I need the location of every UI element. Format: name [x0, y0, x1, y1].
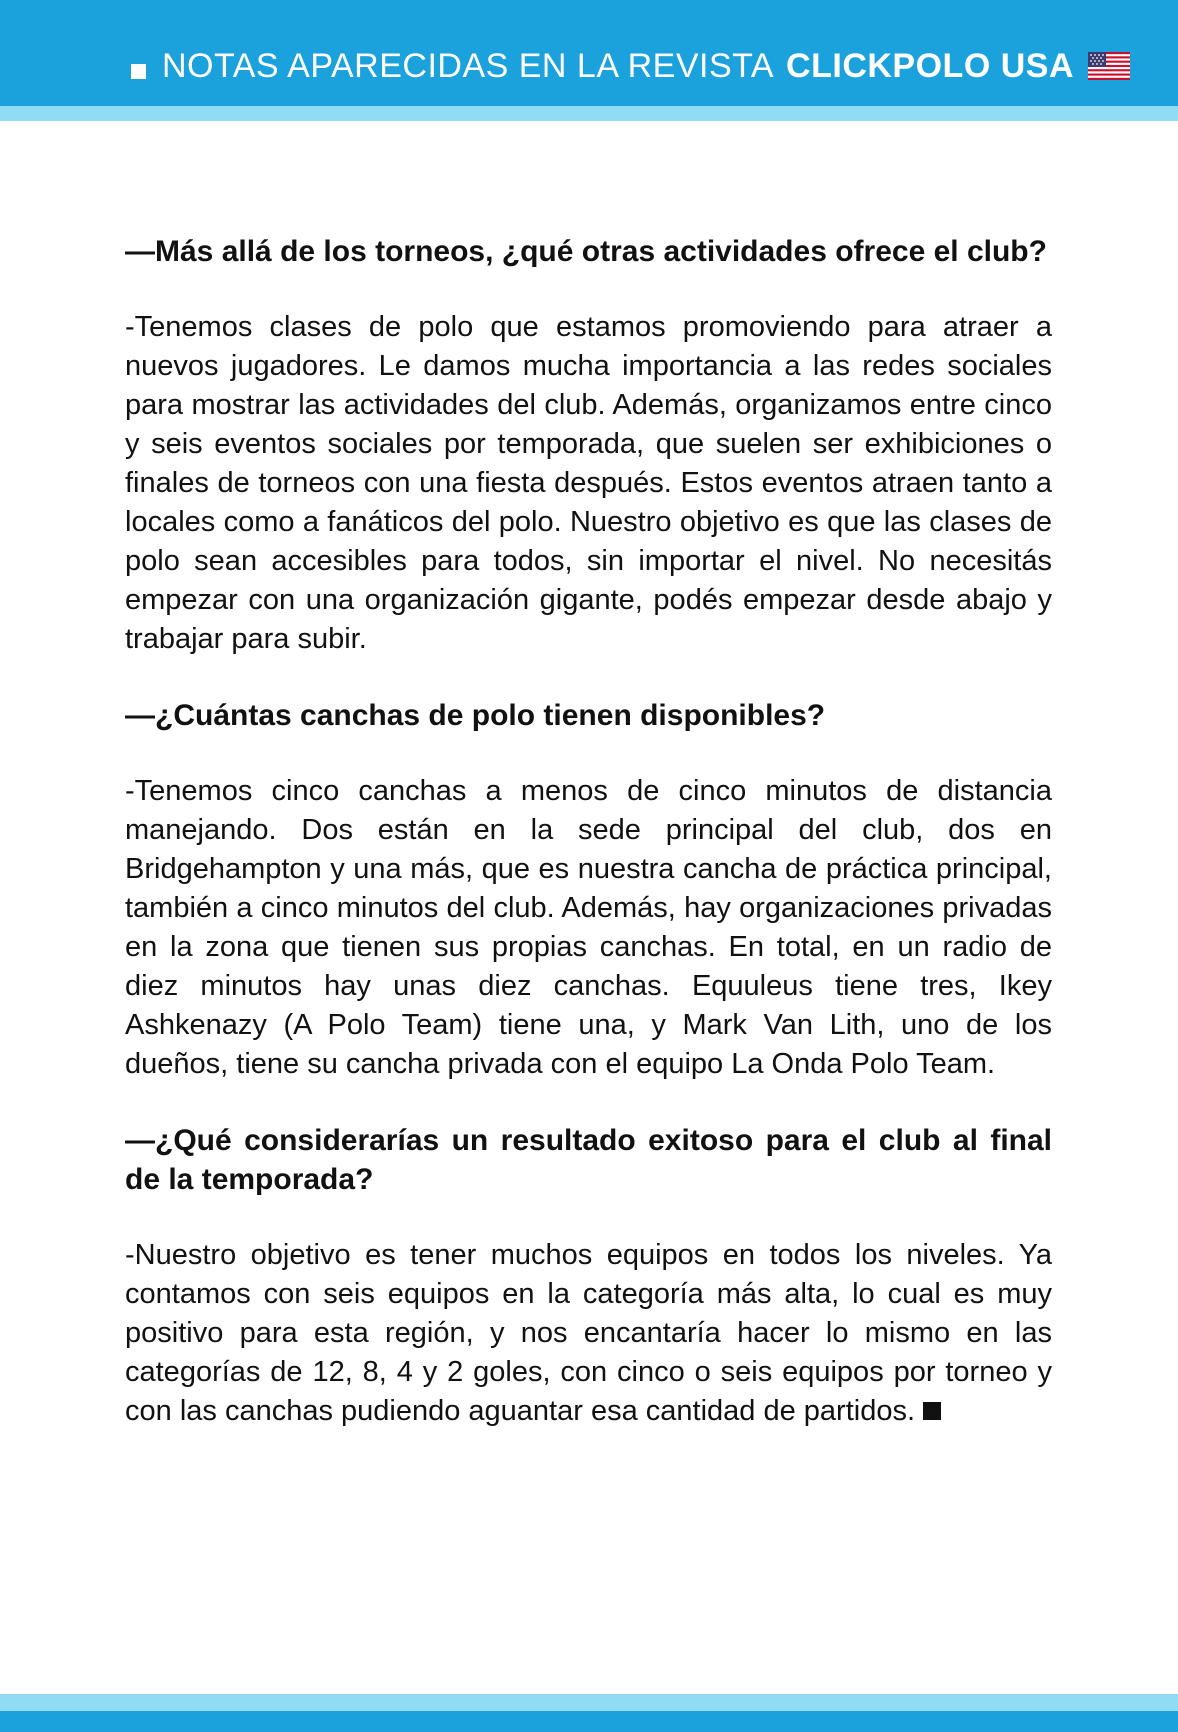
header-bar: [0, 0, 1178, 106]
header-brand: CLICKPOLO USA: [786, 46, 1074, 85]
answer-3: [125, 1236, 1052, 1431]
header-stripe: [0, 106, 1178, 121]
end-of-article-icon: [923, 1402, 941, 1420]
header-square-icon: [131, 64, 146, 79]
header-prefix: NOTAS APARECIDAS EN LA REVISTA: [161, 46, 775, 85]
footer-stripe: [0, 1694, 1178, 1711]
answer-1: -Tenemos clases de polo que estamos promoviendo para atraer a nuevos jugadores. Le damos mucha importancia a las redes sociales para mostrar las actividades del club. Además, organizamos entre cinco y seis eventos sociales por temporada, que suelen ser exhibiciones o finales de torneos con una fiesta después. Estos eventos atraen tanto a locales como a fanáticos del polo. Nuestro objetivo es que las clases de polo sean accesibles para todos, sin importar el nivel. No necesitás empezar con una organización gigante, podés empezar desde abajo y trabajar para subir.: [125, 311, 1052, 655]
answer-2: -Tenemos cinco canchas a menos de cinco minutos de distancia manejando. Dos están en la sede principal del club, dos en Bridgehampton y una más, que es nuestra cancha de práctica principal, también a cinco minutos del club. Además, hay organizaciones privadas en la zona que tienen sus propias canchas. En total, en un radio de diez minutos hay unas diez canchas. Equuleus tiene tres, Ikey Ashkenazy (A Polo Team) tiene una, y Mark Van Lith, uno de los dueños, tiene su cancha privada con el equipo La Onda Polo Team.: [125, 775, 1052, 1080]
question-2: —¿Cuántas canchas de polo tienen disponibles?: [125, 699, 826, 732]
answer-3-text: -Nuestro objetivo es tener muchos equipos en todos los niveles. Ya contamos con seis equipos en la categoría más alta, lo cual es muy positivo para esta región, y nos encantaría hacer lo mismo en las categorías de 12, 8, 4 y 2 goles, con cinco o seis equipos por torneo y con las canchas pudiendo aguantar esa cantidad de partidos.: [125, 1239, 1052, 1427]
us-flag-icon: [1088, 52, 1130, 80]
footer-bar: [0, 1711, 1178, 1732]
interview-body: [125, 232, 1052, 1431]
question-1: —Más allá de los torneos, ¿qué otras actividades ofrece el club?: [125, 235, 1047, 268]
header-title: [131, 44, 1130, 88]
question-3: —¿Qué considerarías un resultado exitoso para el club al final de la temporada?: [125, 1124, 1052, 1196]
